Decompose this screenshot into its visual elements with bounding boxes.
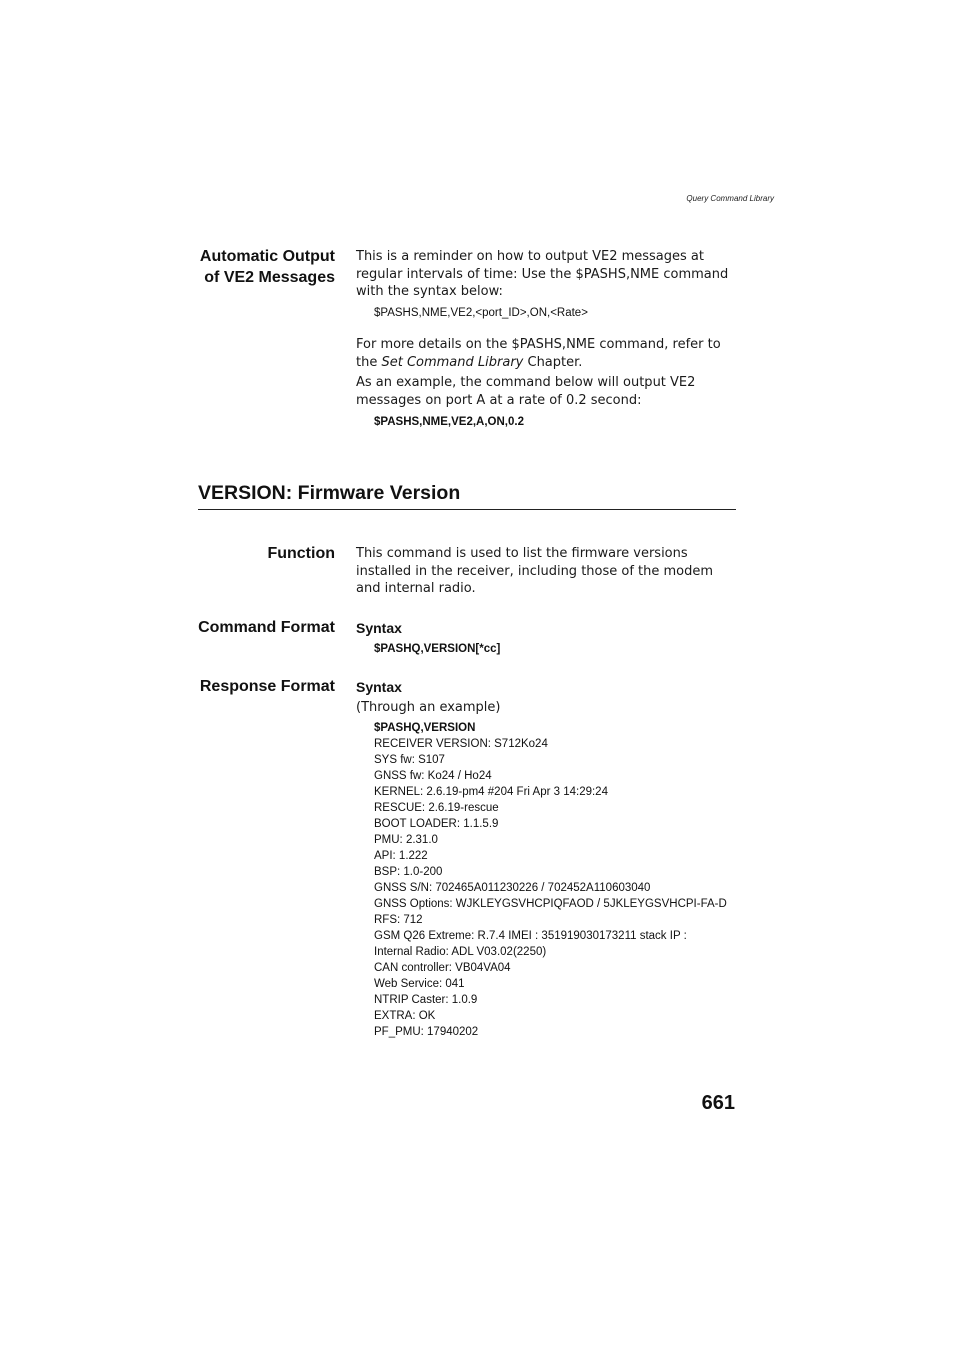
section-divider — [198, 509, 736, 510]
response-line: PMU: 2.31.0 — [374, 834, 438, 846]
response-line: $PASHQ,VERSION — [374, 722, 476, 734]
response-line: EXTRA: OK — [374, 1010, 436, 1022]
nme-reference-suffix: Chapter. — [523, 354, 583, 370]
nme-reference-paragraph — [356, 336, 736, 371]
example-code: $PASHS,NME,VE2,A,ON,0.2 — [374, 416, 524, 428]
running-header: Query Command Library — [686, 194, 774, 203]
response-line: GSM Q26 Extreme: R.7.4 IMEI : 351919030173211 stack IP : — [374, 930, 687, 942]
response-line: API: 1.222 — [374, 850, 428, 862]
response-line: KERNEL: 2.6.19-pm4 #204 Fri Apr 3 14:29:24 — [374, 786, 608, 798]
response-line: GNSS Options: WJKLEYGSVHCPIQFAOD / 5JKLEYGSVHCPI-FA-D — [374, 898, 727, 910]
page-number: 661 — [701, 1092, 735, 1114]
response-line: CAN controller: VB04VA04 — [374, 962, 511, 974]
nme-syntax-code: $PASHS,NME,VE2,<port_ID>,ON,<Rate> — [374, 307, 588, 319]
nme-reference-prefix: For more details on the $PASHS,NME command, refer to the — [356, 337, 721, 370]
response-line: GNSS fw: Ko24 / Ho24 — [374, 770, 492, 782]
response-line: RECEIVER VERSION: S712Ko24 — [374, 738, 548, 750]
response-line: Web Service: 041 — [374, 978, 465, 990]
section-title: VERSION: Firmware Version — [198, 482, 461, 504]
auto-output-intro: This is a reminder on how to output VE2 messages at regular intervals of time: Use the $PASHS,NME command with the syntax below: — [356, 249, 729, 299]
function-text: This command is used to list the firmware versions installed in the receiver, including those of the modem and internal radio. — [356, 546, 714, 596]
response-format-heading: Response Format — [199, 678, 335, 695]
auto-output-heading-line2: of VE2 Messages — [204, 269, 335, 286]
set-command-library-ref: Set Command Library — [381, 354, 524, 370]
example-paragraph: As an example, the command below will output VE2 messages on port A at a rate of 0.2 second: — [356, 375, 696, 408]
command-format-heading: Command Format — [198, 619, 335, 636]
command-format-syntax-label: Syntax — [356, 620, 402, 636]
response-line: GNSS S/N: 702465A011230226 / 702452A110603040 — [374, 882, 651, 894]
response-format-note: (Through an example) — [356, 700, 501, 715]
auto-output-heading — [200, 246, 335, 288]
response-example-lines — [374, 720, 727, 1040]
response-line: RESCUE: 2.6.19-rescue — [374, 802, 499, 814]
auto-output-heading-line1: Automatic Output — [199, 248, 335, 265]
response-format-syntax-label: Syntax — [356, 679, 402, 695]
command-format-code: $PASHQ,VERSION[*cc] — [374, 643, 501, 655]
response-line: BSP: 1.0-200 — [374, 866, 443, 878]
response-line: PF_PMU: 17940202 — [374, 1026, 479, 1038]
response-line: RFS: 712 — [374, 914, 423, 926]
response-line: SYS fw: S107 — [374, 754, 445, 766]
response-line: BOOT LOADER: 1.1.5.9 — [374, 818, 499, 830]
function-heading: Function — [267, 545, 335, 562]
response-line: Internal Radio: ADL V03.02(2250) — [374, 946, 547, 958]
response-line: NTRIP Caster: 1.0.9 — [374, 994, 478, 1006]
